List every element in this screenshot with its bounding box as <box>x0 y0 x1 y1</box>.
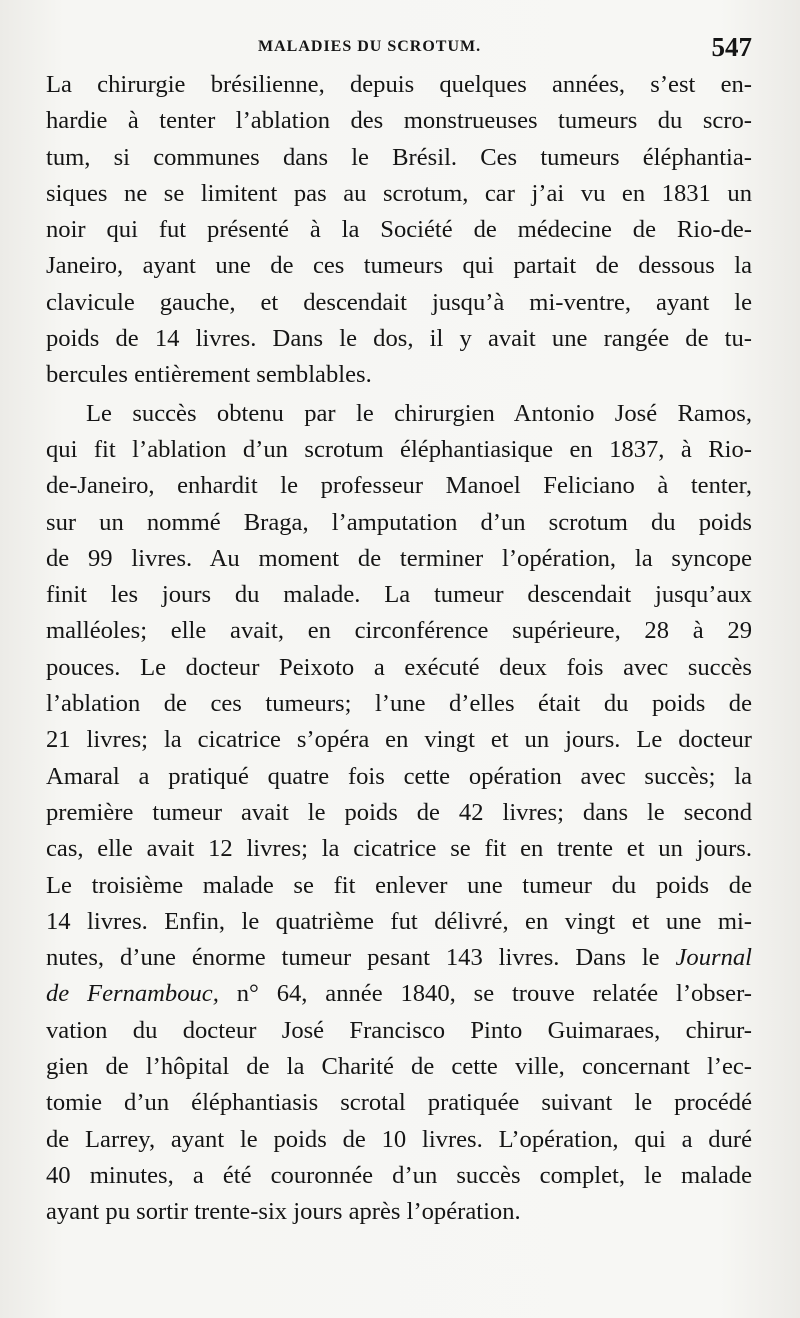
body-text <box>46 67 752 1231</box>
text-line: qui fit l’ablation d’un scrotum éléphantiasique en 1837, à Rio- <box>46 435 752 463</box>
text-line: 21 livres; la cicatrice s’opéra en vingt et un jours. Le docteur <box>46 726 752 754</box>
text-line: cas, elle avait 12 livres; la cicatrice se fit en trente et un jours. <box>46 835 752 863</box>
text-line: La chirurgie brésilienne, depuis quelques années, s’est en- <box>46 71 752 98</box>
journal-title-italic: Journal <box>675 944 752 972</box>
journal-title-italic: de Fernambouc, <box>46 980 219 1008</box>
text-line: vation du docteur José Francisco Pinto Guimaraes, chirur- <box>46 1016 752 1044</box>
text-line: malléoles; elle avait, en circonférence supérieure, 28 à 29 <box>46 617 752 645</box>
text-line: poids de 14 livres. Dans le dos, il y avait une rangée de tu- <box>46 325 752 353</box>
text-line: Le succès obtenu par le chirurgien Antonio José Ramos, <box>86 399 752 427</box>
text-line: siques ne se limitent pas au scrotum, car j’ai vu en 1831 un <box>46 179 752 207</box>
text-line: tum, si communes dans le Brésil. Ces tumeurs éléphantia- <box>46 143 752 171</box>
paragraph-2 <box>46 396 752 1231</box>
text-line: 14 livres. Enfin, le quatrième fut délivré, en vingt et une mi- <box>46 907 752 935</box>
paragraph-1 <box>46 67 752 394</box>
text-line: Janeiro, ayant une de ces tumeurs qui partait de dessous la <box>46 252 752 280</box>
text-line: tomie d’un éléphantiasis scrotal pratiquée suivant le procédé <box>46 1089 752 1117</box>
text-line: pouces. Le docteur Peixoto a exécuté deux fois avec succès <box>46 653 752 681</box>
text-span: n° 64, année 1840, se trouve relatée l’obser- <box>218 980 752 1008</box>
text-line: de-Janeiro, enhardit le professeur Manoel Feliciano à tenter, <box>46 472 752 500</box>
text-line: noir qui fut présenté à la Société de médecine de Rio-de- <box>46 216 752 244</box>
running-title: MALADIES DU SCROTUM. <box>258 38 482 55</box>
text-line: Amaral a pratiqué quatre fois cette opération avec succès; la <box>46 762 752 790</box>
text-line: gien de l’hôpital de la Charité de cette ville, concernant l’ec- <box>46 1053 752 1081</box>
text-line: hardie à tenter l’ablation des monstrueuses tumeurs du scro- <box>46 107 752 135</box>
text-line: 40 minutes, a été couronnée d’un succès complet, le malade <box>46 1161 752 1189</box>
text-line <box>46 940 752 976</box>
text-line: bercules entièrement semblables. <box>46 361 372 389</box>
text-line: première tumeur avait le poids de 42 livres; dans le second <box>46 798 752 826</box>
text-line: clavicule gauche, et descendait jusqu’à mi-ventre, ayant le <box>46 288 752 316</box>
page-number: 547 <box>711 32 752 62</box>
text-line: finit les jours du malade. La tumeur descendait jusqu’aux <box>46 581 752 609</box>
text-line <box>46 976 752 1012</box>
text-line: de 99 livres. Au moment de terminer l’opération, la syncope <box>46 544 752 572</box>
text-line: l’ablation de ces tumeurs; l’une d’elles était du poids de <box>46 690 752 718</box>
text-line: Le troisième malade se fit enlever une tumeur du poids de <box>46 871 752 899</box>
text-line: ayant pu sortir trente-six jours après l’opération. <box>46 1198 521 1226</box>
text-line: de Larrey, ayant le poids de 10 livres. L’opération, qui a duré <box>46 1125 752 1153</box>
text-span: nutes, d’une énorme tumeur pesant 143 livres. Dans le <box>46 944 676 972</box>
text-line: sur un nommé Braga, l’amputation d’un scrotum du poids <box>46 508 752 536</box>
page-header <box>48 34 752 68</box>
